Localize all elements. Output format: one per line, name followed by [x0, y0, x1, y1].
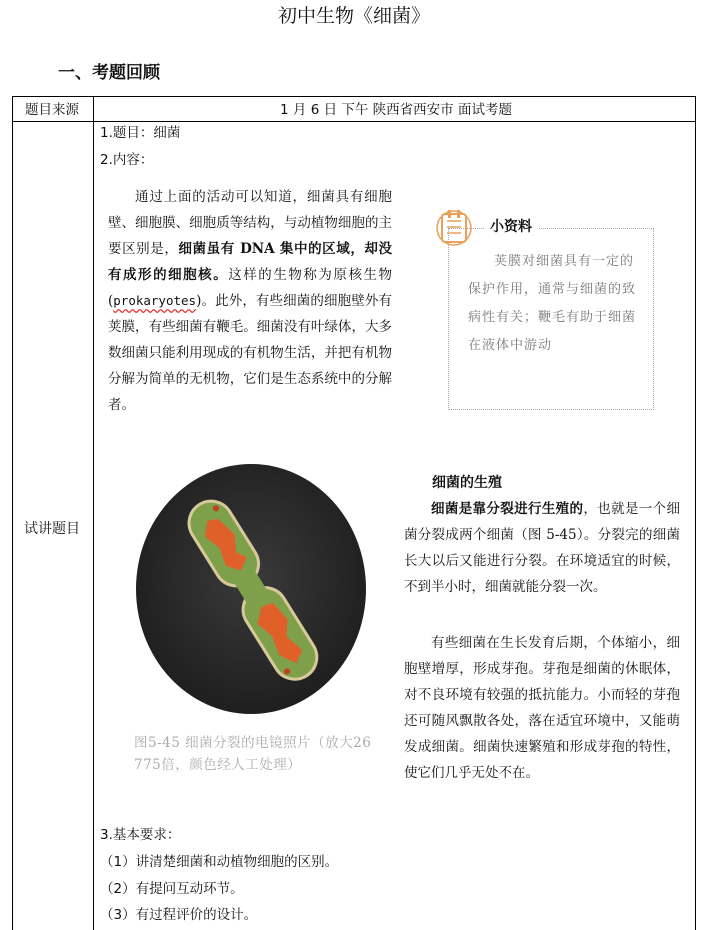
requirement-item: （3）有过程评价的设计。	[100, 907, 258, 923]
header-source-value: 1 月 6 日 下午 陕西省西安市 面试考题	[280, 102, 512, 118]
reproduction-key-sentence: 细菌是靠分裂进行生殖的	[431, 501, 584, 517]
table-border-top	[12, 96, 696, 97]
table-border-left	[12, 96, 13, 930]
table-border-right	[695, 96, 696, 930]
term-prokaryotes: prokaryotes	[113, 293, 197, 308]
topic-item-content: 2.内容：	[100, 152, 154, 168]
section-heading: 一、考题回顾	[58, 63, 160, 83]
sidebar-text: 荚膜对细菌具有一定的保护作用，通常与细菌的致病性有关；鞭毛有助于细菌在液体中游动	[468, 254, 637, 353]
topic-item-title: 1.题目：细菌	[100, 125, 181, 141]
requirement-item: （2）有提问互动环节。	[100, 881, 244, 897]
requirements-heading: 3.基本要求：	[100, 827, 181, 843]
figure-caption: 图5-45 细菌分裂的电镜照片（放大26 775倍，颜色经人工处理）	[134, 735, 372, 773]
requirement-item: （1）讲清楚细菌和动植物细胞的区别。	[100, 854, 339, 870]
reproduction-paragraph-2: 有些细菌在生长发育后期，个体缩小，细胞壁增厚，形成芽孢。芽孢是细菌的休眠体，对不良环境有较强的抵抗能力。小而轻的芽孢还可随风飘散各处，落在适宜环境中，又能萌发成细菌。细菌快速繁殖和形成芽孢的特性，使它们几乎无处不在。	[404, 635, 680, 781]
reproduction-paragraph-1: 细菌是靠分裂进行生殖的，也就是一个细菌分裂成两个细菌（图 5-45）。分裂完的细菌长大以后又能进行分裂。在环境适宜的时候，不到半小时，细菌就能分裂一次。	[404, 501, 681, 595]
row-label-topic: 试讲题目	[24, 521, 80, 537]
reproduction-heading: 细菌的生殖	[432, 475, 502, 491]
table-column-divider	[93, 96, 94, 930]
notebook-icon	[434, 206, 476, 248]
table-header-divider	[12, 121, 696, 122]
header-source-label: 题目来源	[25, 102, 79, 118]
sidebar-title: 小资料	[484, 216, 538, 236]
key-sentence: 细菌虽有 DNA 集中的区域，却没有成形的细胞核。	[108, 241, 393, 283]
textbook-paragraph-intro: 通过上面的活动可以知道，细菌具有细胞壁、细胞膜、细胞质等结构，与动植物细胞的主要区别是，细菌虽有 DNA 集中的区域，却没有成形的细胞核。这样的生物称为原核生物(prokaryotes)。此外，有些细菌的细胞壁外有荚膜，有些细菌有鞭毛。细菌没有叶绿体，大多数细菌只能利用现成的有机物生活，并把有机物分解为简单的无机物，它们是生态系统中的分解者。	[108, 189, 393, 413]
document-title: 初中生物《细菌》	[277, 5, 430, 27]
bacteria-division-photo	[134, 462, 368, 716]
